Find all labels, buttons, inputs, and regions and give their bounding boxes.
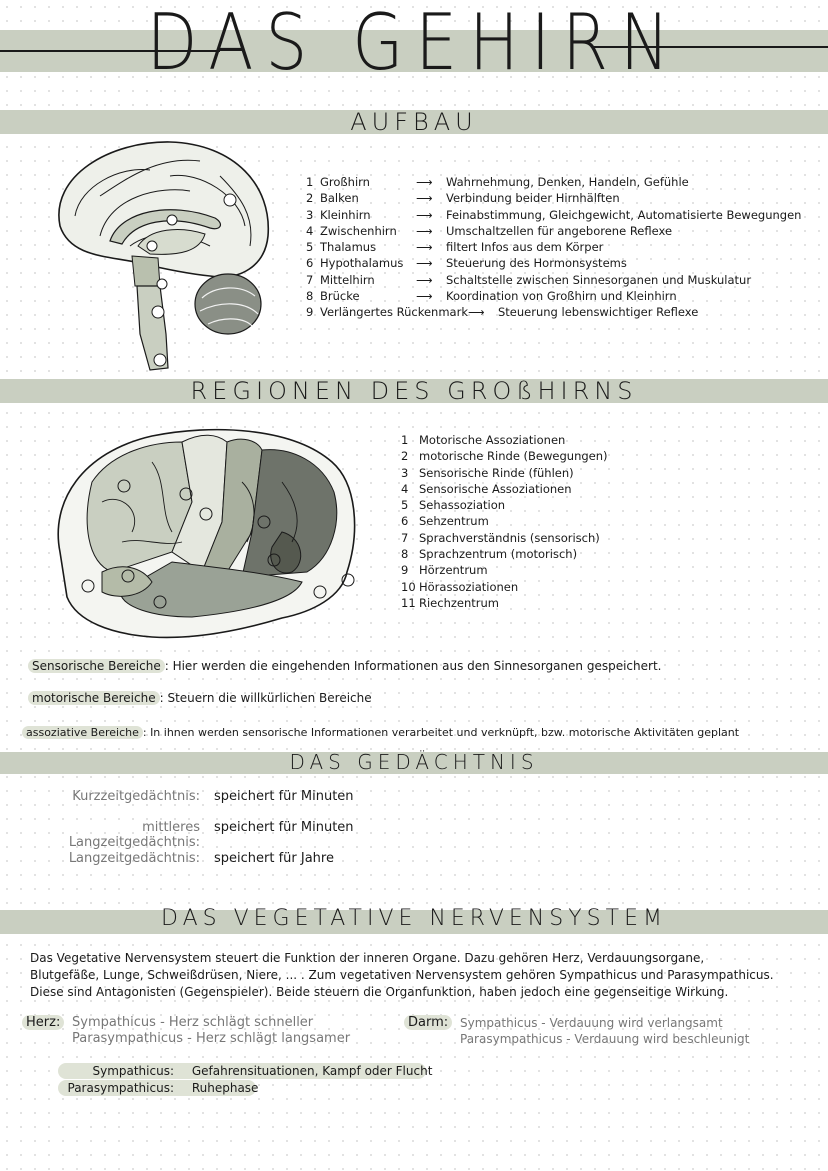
region-item-label: Hörzentrum xyxy=(419,563,488,578)
region-item-num: 6 xyxy=(401,514,409,529)
symp-label: Sympathicus: xyxy=(92,1064,174,1078)
para-value: Ruhephase xyxy=(191,1081,259,1095)
aufbau-item-term: Verlängertes Rückenmark xyxy=(320,305,468,320)
region-item-num: 2 xyxy=(401,449,409,464)
vegetativ-line-1: Das Vegetative Nervensystem steuert die Funktion der inneren Organe. Dazu gehören Herz, Verdauungsorgane, xyxy=(30,951,705,965)
region-item xyxy=(401,432,608,448)
arrow-right-icon: ⟶ xyxy=(416,191,433,206)
aufbau-list xyxy=(306,174,801,321)
symp-row xyxy=(58,1063,433,1079)
region-item xyxy=(401,546,608,562)
aufbau-item-term: Thalamus xyxy=(320,240,377,255)
aufbau-item xyxy=(306,255,801,271)
aufbau-item-desc: Steuerung des Hormonsystems xyxy=(446,256,627,271)
aufbau-item-term: Hypothalamus xyxy=(320,256,404,271)
arrow-right-icon: ⟶ xyxy=(416,256,433,271)
aufbau-item-num: 1 xyxy=(306,175,314,189)
arrow-right-icon: ⟶ xyxy=(416,240,433,255)
aufbau-item xyxy=(306,288,801,304)
arrow-right-icon: ⟶ xyxy=(416,272,433,287)
region-item-label: Hörassoziationen xyxy=(419,579,519,594)
aufbau-item-desc: Umschaltzellen für angeborene Reflexe xyxy=(446,223,673,238)
arrow-right-icon: ⟶ xyxy=(468,305,485,320)
aufbau-item-term: Kleinhirn xyxy=(320,207,371,222)
arrow-right-icon: ⟶ xyxy=(416,223,433,238)
vegetativ-line-3: Diese sind Antagonisten (Gegenspieler). Beide steuern die Organfunktion, haben jedoch eine gegenseitige Wirkung. xyxy=(30,985,729,999)
aufbau-heading: AUFBAU xyxy=(350,108,478,136)
marker-1 xyxy=(224,194,236,206)
memory-value-mittel: speichert für Minuten xyxy=(214,820,354,835)
region-item xyxy=(401,595,608,611)
aufbau-item-term: Zwischenhirn xyxy=(320,223,397,238)
aufbau-item-desc: Feinabstimmung, Gleichgewicht, Automatisierte Bewegungen xyxy=(446,207,802,222)
regionen-heading: REGIONEN DES GROßHIRNS xyxy=(190,377,638,405)
darm-label-text: Darm: xyxy=(404,1015,452,1030)
region-item xyxy=(401,497,608,513)
arrow-right-icon: ⟶ xyxy=(416,289,433,304)
region-item-num: 10 xyxy=(401,579,416,594)
region-item-label: Sensorische Assoziationen xyxy=(419,481,572,496)
gedaechtnis-heading: DAS GEDÄCHTNIS xyxy=(289,750,539,774)
aufbau-item-num: 9 xyxy=(306,305,314,320)
region-item-label: Sehzentrum xyxy=(419,514,489,529)
memory-label-kurz: Kurzzeitgedächtnis: xyxy=(72,789,200,804)
region-item xyxy=(401,448,608,464)
aufbau-item-num: 7 xyxy=(306,272,314,287)
aufbau-item-num: 4 xyxy=(306,223,314,238)
region-item xyxy=(401,579,608,595)
region-item-label: Sensorische Rinde (fühlen) xyxy=(419,465,574,480)
vegetativ-text xyxy=(30,950,810,1001)
arrow-right-icon: ⟶ xyxy=(416,207,433,222)
bereich-sensorisch: Sensorische Bereiche : Hier werden die eingehenden Informationen aus den Sinnesorganen gespeichert. xyxy=(28,659,661,673)
region-item-num: 5 xyxy=(401,498,409,513)
aufbau-item-num: 6 xyxy=(306,256,314,271)
bereich-sensorisch-text: Hier werden die eingehenden Informationen aus den Sinnesorganen gespeichert. xyxy=(172,659,662,673)
region-item-label: Sprachverständnis (sensorisch) xyxy=(419,530,600,545)
aufbau-item-desc: Schaltstelle zwischen Sinnesorganen und Muskulatur xyxy=(446,272,752,287)
aufbau-item-term: Mittelhirn xyxy=(320,272,375,287)
aufbau-item xyxy=(306,174,801,190)
aufbau-item-desc: Wahrnehmung, Denken, Handeln, Gefühle xyxy=(446,175,689,189)
bereich-motorisch-label: motorische Bereiche xyxy=(28,691,160,705)
region-item-num: 1 xyxy=(401,433,409,447)
symp-highlight xyxy=(58,1063,433,1079)
region-item-label: motorische Rinde (Bewegungen) xyxy=(419,449,608,464)
region-item-label: Sprachzentrum (motorisch) xyxy=(419,547,578,562)
aufbau-item-num: 2 xyxy=(306,191,314,206)
darm-lines xyxy=(460,1015,749,1047)
region-item-label: Riechzentrum xyxy=(419,595,500,610)
memory-value-lang: speichert für Jahre xyxy=(214,851,334,866)
region-item xyxy=(401,562,608,578)
aufbau-item xyxy=(306,272,801,288)
herz-label xyxy=(22,1015,64,1031)
regionen-list xyxy=(401,432,608,611)
region-item xyxy=(401,465,608,481)
aufbau-item-term: Großhirn xyxy=(320,175,370,189)
region-item xyxy=(401,513,608,529)
bereich-motorisch: motorische Bereiche : Steuern die willkürlichen Bereiche xyxy=(28,691,372,705)
darm-line-2: Parasympathicus - Verdauung wird beschleunigt xyxy=(460,1032,750,1046)
memory-label-mittel: mittleres Langzeitgedächtnis: xyxy=(68,820,200,850)
symp-value: Gefahrensituationen, Kampf oder Flucht xyxy=(191,1064,433,1078)
aufbau-item-desc: filtert Infos aus dem Körper xyxy=(446,240,604,255)
darm-line-1: Sympathicus - Verdauung wird verlangsamt xyxy=(460,1016,723,1030)
aufbau-item-desc: Verbindung beider Hirnhälften xyxy=(446,191,620,206)
aufbau-item-num: 5 xyxy=(306,240,314,255)
herz-line-2: Parasympathicus - Herz schlägt langsamer xyxy=(72,1031,351,1046)
region-item-num: 7 xyxy=(401,530,409,545)
herz-label-text: Herz: xyxy=(22,1015,64,1030)
region-item-label: Motorische Assoziationen xyxy=(419,433,566,447)
aufbau-item xyxy=(306,207,801,223)
region-item-num: 11 xyxy=(401,595,416,610)
brain-lateral-diagram xyxy=(42,422,360,648)
page-title: DAS GEHIRN xyxy=(146,0,682,88)
aufbau-item-term: Balken xyxy=(320,191,359,206)
bereich-sensorisch-label: Sensorische Bereiche xyxy=(28,659,165,673)
bereich-assoziativ: assoziative Bereiche : In ihnen werden sensorische Informationen verarbeitet und verknüpft, bzw. motorische Aktivitäten geplant xyxy=(22,726,739,739)
aufbau-item-desc: Koordination von Großhirn und Kleinhirn xyxy=(446,289,677,304)
region-item-num: 3 xyxy=(401,465,409,480)
herz-lines xyxy=(72,1015,350,1047)
aufbau-item xyxy=(306,190,801,206)
para-label: Parasympathicus: xyxy=(67,1081,174,1095)
vegetativ-heading: DAS VEGETATIVE NERVENSYSTEM xyxy=(161,906,667,931)
darm-label xyxy=(404,1015,452,1031)
para-highlight xyxy=(58,1080,259,1096)
herz-line-1: Sympathicus - Herz schlägt schneller xyxy=(72,1015,314,1030)
region-item xyxy=(401,481,608,497)
region-item-num: 8 xyxy=(401,547,409,562)
aufbau-item-term: Brücke xyxy=(320,289,360,304)
region-item-num: 4 xyxy=(401,481,409,496)
para-row xyxy=(58,1080,259,1096)
brain-sagittal-diagram xyxy=(40,136,280,376)
region-item-num: 9 xyxy=(401,563,409,578)
aufbau-item xyxy=(306,223,801,239)
bereich-motorisch-text: Steuern die willkürlichen Bereiche xyxy=(167,691,372,705)
aufbau-item-num: 3 xyxy=(306,207,314,222)
region-item-label: Sehassoziation xyxy=(419,498,506,513)
vegetativ-line-2: Blutgefäße, Lunge, Schweißdrüsen, Niere, ... . Zum vegetativen Nervensystem gehören Sympathicus und Parasympathicus. xyxy=(30,968,774,982)
aufbau-item-num: 8 xyxy=(306,289,314,304)
aufbau-item-desc: Steuerung lebenswichtiger Reflexe xyxy=(498,305,699,320)
arrow-right-icon: ⟶ xyxy=(416,175,433,189)
aufbau-item xyxy=(306,304,801,320)
aufbau-item xyxy=(306,239,801,255)
bereich-assoziativ-text: In ihnen werden sensorische Informationen verarbeitet und verknüpft, bzw. motorische Aktivitäten geplant xyxy=(150,726,740,739)
memory-value-kurz: speichert für Minuten xyxy=(214,789,354,804)
memory-label-lang: Langzeitgedächtnis: xyxy=(68,851,200,866)
region-item xyxy=(401,530,608,546)
bereich-assoziativ-label: assoziative Bereiche xyxy=(22,726,143,739)
